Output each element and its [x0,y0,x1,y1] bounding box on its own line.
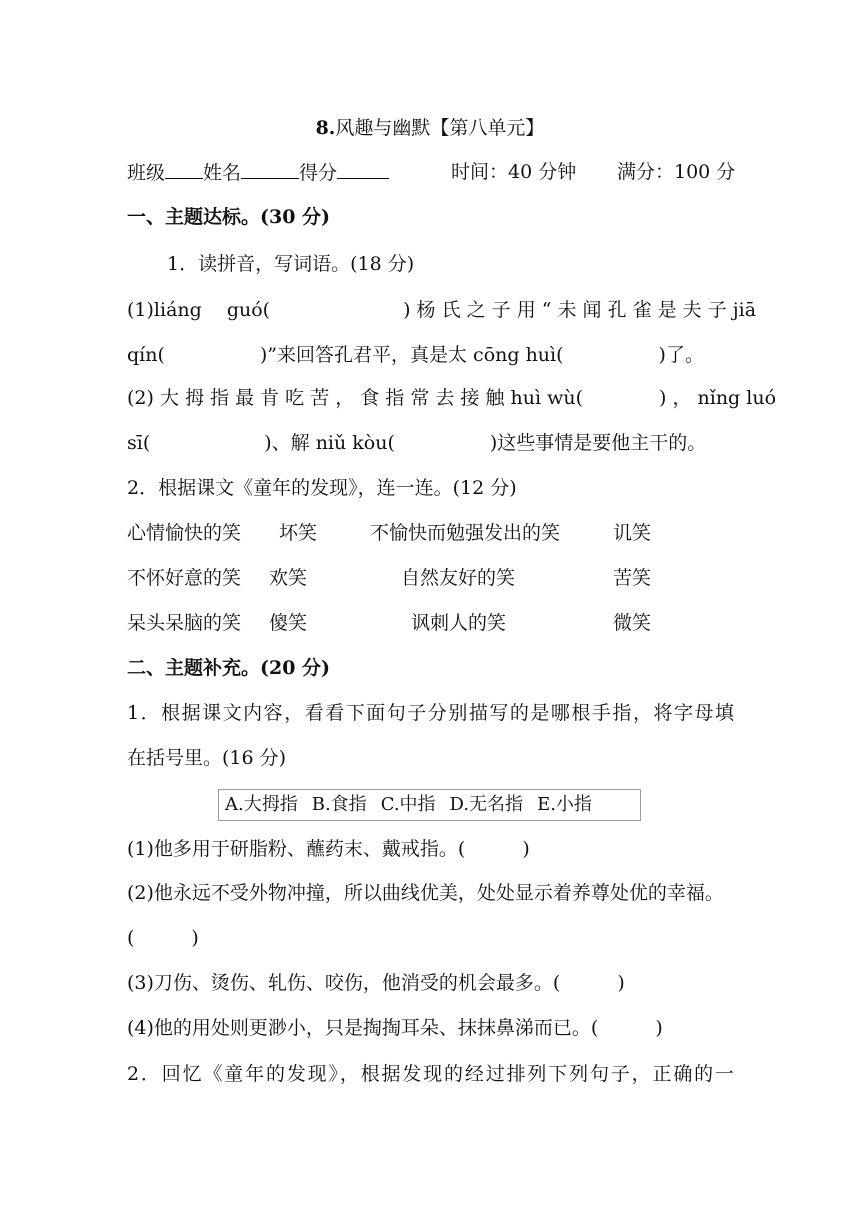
section1-heading: 一、主题达标。(30 分) [127,206,331,228]
pinyin-line-4: sī( )、解 niǔ kòu( )这些事情是要他主干的。 [127,432,707,454]
full-score-info: 满分：100 分 [617,161,736,183]
section2-q1-title-line1: 1．根据课文内容，看看下面句子分别描写的是哪根手指，将字母填 [127,702,734,724]
header-info [127,159,389,186]
sentence-4: (4)他的用处则更渺小，只是掏掏耳朵、抹抹鼻涕而已。( ) [127,1017,663,1039]
sentence-1: (1)他多用于研脂粉、蘸药末、戴戒指。( ) [127,838,530,860]
section2-q2-title: 2．回忆《童年的发现》，根据发现的经过排列下列句子，正确的一 [127,1063,734,1085]
option-d: D.无名指 [449,794,524,815]
match-right-2[interactable]: 苦笑 [613,567,652,589]
pinyin-line-1: (1)liáng guó( ) 杨 氏 之 子 用 “ 未 闻 孔 雀 是 夫 子 jiā [127,299,757,321]
class-blank[interactable] [165,159,203,179]
match-right-3[interactable]: 微笑 [613,612,652,634]
name-label: 姓名 [203,162,242,184]
section1-q2-title: 2．根据课文《童年的发现》，连一连。(12 分) [127,477,517,499]
match-desc-2[interactable]: 自然友好的笑 [401,567,516,589]
option-c: C.中指 [380,794,436,815]
sentence-2: (2)他永远不受外物冲撞，所以曲线优美，处处显示着养尊处优的幸福。 [127,882,724,904]
match-mid-1[interactable]: 坏笑 [279,522,318,544]
name-blank[interactable] [241,159,299,179]
match-left-3[interactable]: 呆头呆脑的笑 [127,612,242,634]
option-b: B.食指 [311,794,367,815]
option-a: A.大拇指 [225,794,298,815]
sentence-2-answer: ( ) [127,927,199,949]
match-left-1[interactable]: 心情愉快的笑 [127,522,242,544]
match-right-1[interactable]: 讥笑 [613,522,652,544]
score-blank[interactable] [337,159,389,179]
time-info: 时间：40 分钟 [451,161,577,183]
title-number: 8. [315,117,336,139]
section1-q1-title: 1．读拼音，写词语。(18 分) [167,253,415,275]
class-label: 班级 [127,162,166,184]
page-title [0,115,860,141]
match-desc-3[interactable]: 讽刺人的笑 [411,612,507,634]
match-left-2[interactable]: 不怀好意的笑 [127,567,242,589]
section2-heading: 二、主题补充。(20 分) [127,657,331,679]
pinyin-line-3: (2) 大 拇 指 最 肯 吃 苦 ， 食 指 常 去 接 触 huì wù( ) ， nǐng luó [127,387,777,409]
sentence-3: (3)刀伤、烫伤、轧伤、咬伤，他消受的机会最多。( ) [127,972,625,994]
option-e: E.小指 [537,794,592,815]
match-mid-3[interactable]: 傻笑 [269,612,308,634]
title-text: 风趣与幽默 [335,117,431,139]
section2-q1-title-line2: 在括号里。(16 分) [127,747,287,769]
finger-options-box [218,789,641,821]
match-mid-2[interactable]: 欢笑 [269,567,308,589]
title-unit: 【第八单元】 [430,117,545,139]
pinyin-line-2: qín( )”来回答孔君平，真是太 cōng huì( )了。 [127,344,704,366]
match-desc-1[interactable]: 不愉快而勉强发出的笑 [370,522,561,544]
score-label: 得分 [299,162,338,184]
